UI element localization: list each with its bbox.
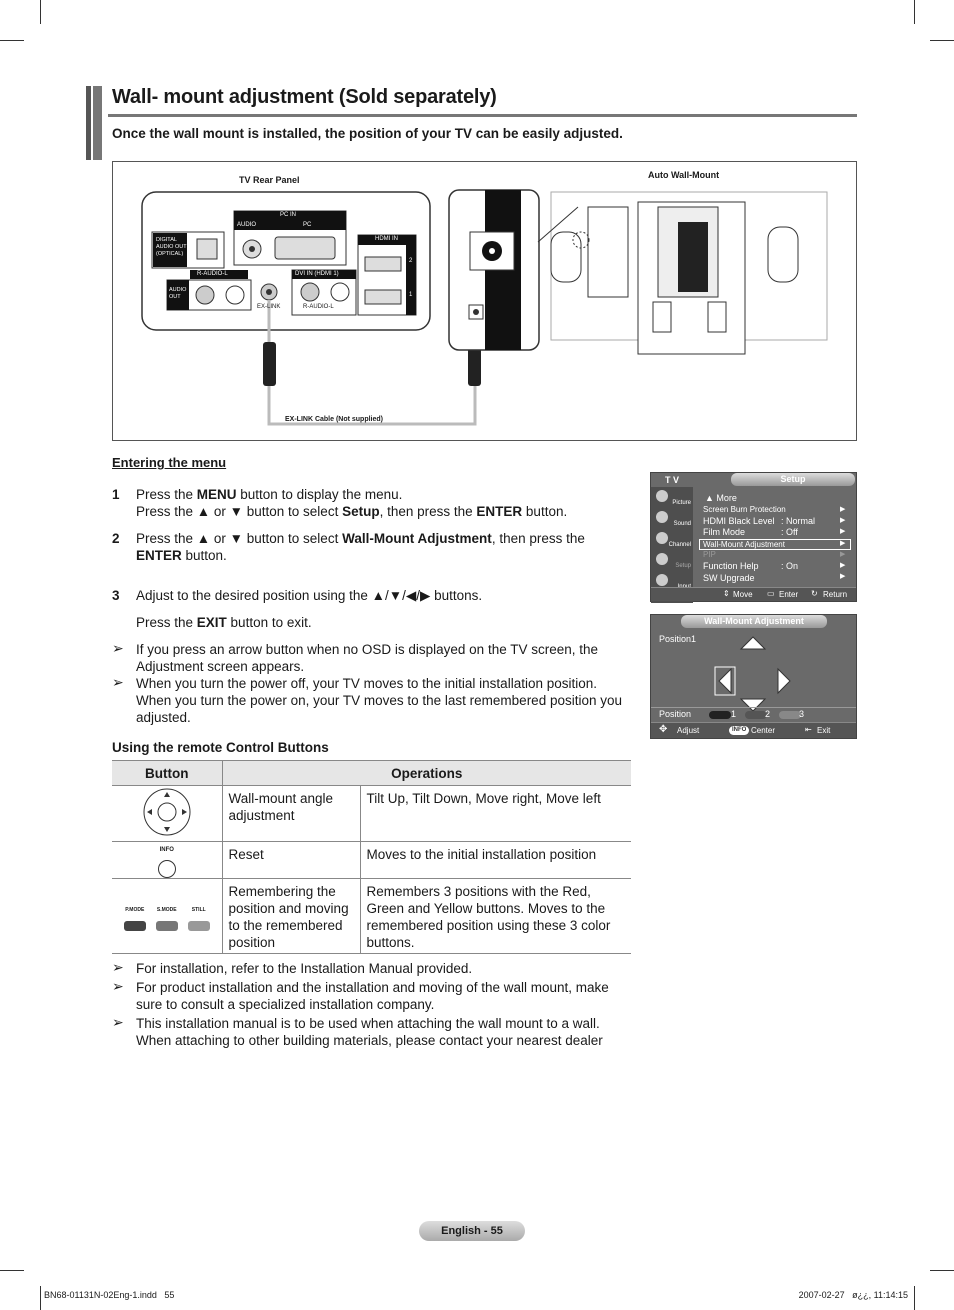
step-3-text: Adjust to the desired position using the ▲/▼/◀/▶ buttons.	[136, 588, 483, 603]
position-2-label: 2	[765, 709, 771, 719]
step-1-text: Press the MENU button to display the menu. Press the ▲ or ▼ button to select Setup, then press the ENTER button.	[136, 487, 568, 519]
osd-position-label: Position1	[659, 634, 697, 644]
table-row	[112, 786, 631, 842]
entering-menu-heading: Entering the menu	[112, 455, 227, 470]
pc-audio-label: AUDIO	[237, 222, 257, 228]
position-3-button[interactable]	[779, 711, 801, 719]
crop-mark	[0, 1270, 24, 1271]
hdmi-1-label: 1	[409, 292, 413, 298]
imprint-file: BN68-01131N-02Eng-1.indd 55	[44, 1290, 175, 1300]
row-desc: Remembers 3 positions with the Red, Green and Yellow buttons. Moves to the remembered position using these 3 color buttons.	[360, 879, 631, 954]
osd-wallmount-screen	[650, 614, 857, 739]
column-header: Operations	[222, 761, 631, 786]
osd-side-channel: Channel	[651, 529, 693, 550]
osd-item: SW Upgrade	[703, 573, 755, 583]
osd-footer-enter: Enter	[779, 590, 799, 599]
note-arrow-icon: ➢	[112, 674, 124, 690]
note-arrow-icon: ➢	[112, 1014, 124, 1030]
position-1-label: 1	[731, 709, 737, 719]
table-row	[112, 879, 631, 954]
bottom-note: This installation manual is to be used when attaching the wall mount to a wall. When attaching to other building materials, please contact your nearest dealer	[136, 1016, 603, 1048]
osd-position-row-label: Position	[659, 709, 692, 719]
directional-pad-icon	[112, 786, 222, 842]
osd-item: Screen Burn Protection	[703, 505, 786, 514]
pc-in-label: PC IN	[280, 212, 297, 218]
osd-footer	[651, 722, 856, 738]
info-button-icon: INFO	[112, 842, 222, 879]
crop-mark	[930, 1270, 954, 1271]
row-desc: Moves to the initial installation position	[360, 842, 631, 879]
osd-item-selected: Wall-Mount Adjustment	[699, 539, 851, 550]
note-arrow-icon: ➢	[112, 640, 124, 656]
osd-item: Function Help	[703, 561, 759, 571]
exit-icon: ⇤	[805, 725, 812, 734]
osd-chevron-icons: ▶ ▶ ▶ ▶ ▶ ▶ ▶	[840, 506, 846, 581]
crop-mark	[40, 1286, 41, 1310]
note-arrow-icon: ➢	[112, 978, 124, 994]
osd-arrow-pad	[651, 629, 858, 719]
note-text: If you press an arrow button when no OSD is displayed on the TV screen, the Adjustment screen appears.	[136, 642, 599, 674]
remote-buttons-heading: Using the remote Control Buttons	[112, 740, 329, 755]
page-number-badge: English - 55	[419, 1221, 525, 1241]
connection-diagram	[112, 161, 857, 441]
rear-panel-label: TV Rear Panel	[239, 175, 300, 185]
imprint-date: 2007-02-27 ø¿¿, 11:14:15	[798, 1290, 908, 1300]
position-3-label: 3	[799, 709, 805, 719]
note-text: When you turn the power off, your TV moves to the initial installation position. When you turn the power on, your TV moves to the last remembered position you adjusted.	[136, 676, 622, 725]
crop-mark	[914, 1286, 915, 1310]
osd-wallmount-header: Wall-Mount Adjustment	[681, 615, 827, 628]
hdmi-2-label: 2	[409, 258, 413, 264]
optical-label: DIGITAL AUDIO OUT (OPTICAL)	[156, 237, 187, 257]
osd-tv-label: T V	[665, 475, 680, 485]
page-title: Wall- mount adjustment (Sold separately)	[112, 86, 497, 108]
bottom-note: For installation, refer to the Installation Manual provided.	[136, 961, 473, 976]
table-row	[112, 842, 631, 879]
osd-setup-menu	[650, 472, 857, 602]
ex-link-label: EX-LINK	[257, 304, 281, 310]
osd-footer-move: Move	[733, 590, 753, 599]
move-icon: ⇕	[723, 589, 730, 598]
osd-side-picture: Picture	[651, 487, 693, 508]
column-header: Button	[112, 761, 222, 786]
info-icon: INFO	[729, 726, 749, 735]
cable-label: EX-LINK Cable (Not supplied)	[285, 416, 383, 423]
osd-item: Film Mode	[703, 527, 746, 537]
title-rule	[108, 114, 857, 117]
audio-out-label: AUDIO OUT	[169, 287, 187, 300]
pc-label: PC	[303, 222, 312, 228]
dvi-in-label: DVI IN (HDMI 1)	[295, 271, 339, 277]
rear-panel-illustration	[113, 162, 858, 442]
position-1-button[interactable]	[709, 711, 731, 719]
osd-sidebar	[651, 487, 693, 603]
row-name: Remembering the position and moving to the remembered position	[222, 879, 360, 954]
step-2-text: Press the ▲ or ▼ button to select Wall-Mount Adjustment, then press the ENTER button.	[136, 531, 585, 563]
osd-item-value: : On	[781, 561, 799, 571]
row-desc: Tilt Up, Tilt Down, Move right, Move left	[360, 786, 631, 842]
step-number: 3	[112, 588, 120, 603]
step-3-exit-text: Press the EXIT button to exit.	[136, 615, 312, 630]
osd-item: HDMI Black Level	[703, 516, 775, 526]
hdmi-in-label: HDMI IN	[375, 236, 398, 242]
osd-item-value: : Off	[781, 527, 798, 537]
osd-item-value: : Normal	[781, 516, 816, 526]
remote-buttons-table	[112, 760, 631, 954]
osd-item-more: ▲ More	[705, 493, 737, 503]
enter-icon: ▭	[767, 589, 775, 598]
osd-footer-return: Return	[823, 590, 848, 599]
osd-item-disabled: PIP	[703, 550, 716, 559]
note-arrow-icon: ➢	[112, 959, 124, 975]
osd-side-setup: Setup	[651, 550, 693, 571]
crop-mark	[40, 0, 41, 24]
osd-side-sound: Sound	[651, 508, 693, 529]
row-name: Reset	[222, 842, 360, 879]
crop-mark	[914, 0, 915, 24]
color-buttons-icon: P.MODE S.MODE STILL	[112, 879, 222, 954]
crop-mark	[0, 40, 24, 41]
step-number: 2	[112, 531, 120, 546]
audio-bottom-label: R-AUDIO-L	[303, 304, 334, 310]
audio-top-label: R-AUDIO-L	[197, 271, 228, 277]
position-2-button[interactable]	[745, 711, 767, 719]
row-name: Wall-mount angle adjustment	[222, 786, 360, 842]
osd-footer-adjust: Adjust	[677, 726, 700, 735]
adjust-icon: ✥	[659, 724, 668, 735]
osd-footer	[651, 587, 856, 601]
step-number: 1	[112, 487, 120, 502]
return-icon: ↻	[811, 589, 818, 598]
osd-setup-header: Setup	[731, 473, 855, 486]
osd-footer-exit: Exit	[817, 726, 831, 735]
osd-footer-center: Center	[751, 726, 776, 735]
crop-mark	[930, 40, 954, 41]
bottom-note: For product installation and the installation and moving of the wall mount, make sure to consult a specialized installation company.	[136, 980, 609, 1012]
intro-text: Once the wall mount is installed, the position of your TV can be easily adjusted.	[112, 126, 623, 141]
auto-wall-mount-label: Auto Wall-Mount	[648, 170, 720, 180]
title-accent-bar	[86, 86, 102, 160]
